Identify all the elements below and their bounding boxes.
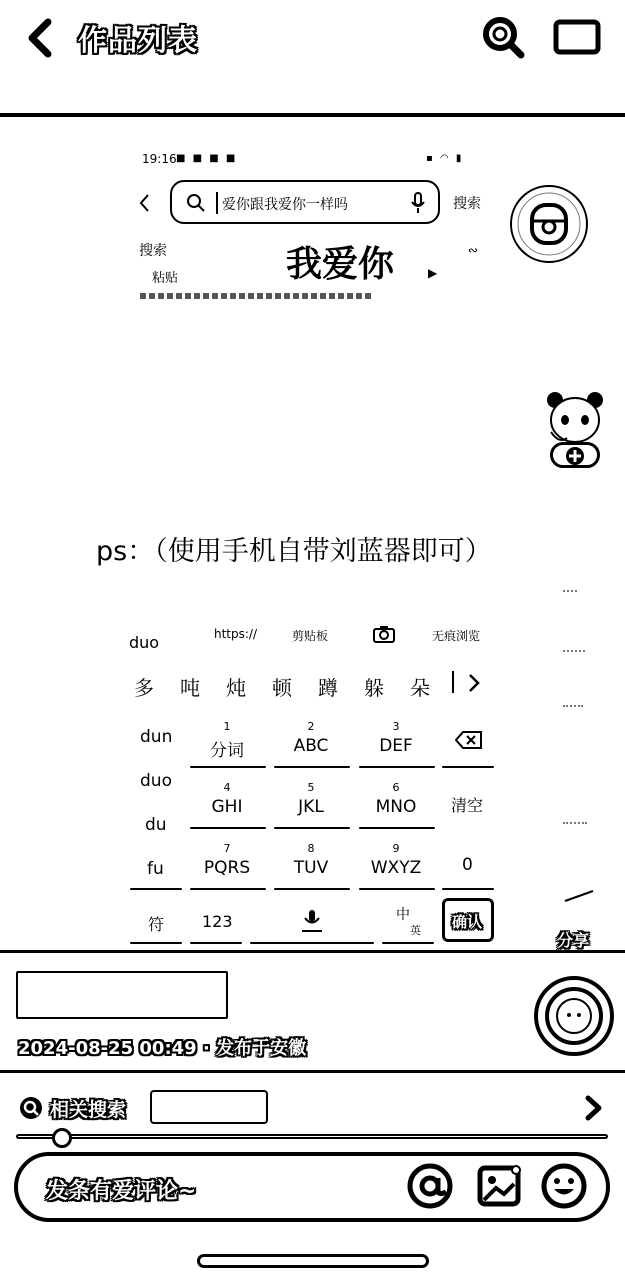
phone-back-icon[interactable]	[136, 192, 154, 214]
number-key[interactable]: 123	[202, 912, 233, 931]
related-search-label: 相关搜索	[50, 1099, 127, 1121]
backspace-icon	[455, 730, 483, 750]
play-icon: ▶	[428, 266, 438, 280]
page-title: 作品列表	[78, 23, 199, 57]
at-icon	[406, 1162, 454, 1210]
status-right-icons: ▪ ◠ ▮	[426, 153, 464, 164]
key-7[interactable]: PQRS	[203, 858, 251, 878]
pinyin-option[interactable]: fu	[147, 859, 164, 879]
key-number: 9	[392, 842, 400, 855]
back-button[interactable]	[22, 16, 62, 60]
video-bottom-divider	[0, 950, 625, 953]
rail-dots	[563, 590, 577, 595]
plus-icon	[565, 446, 585, 466]
key-3[interactable]: DEF	[379, 736, 413, 756]
key-underline	[190, 766, 266, 768]
candidate[interactable]: 朵	[410, 676, 431, 700]
home-indicator[interactable]	[197, 1254, 429, 1268]
mention-button[interactable]	[406, 1162, 454, 1210]
key-number: 1	[223, 720, 231, 733]
key-5[interactable]: JKL	[298, 797, 324, 817]
key-number: 3	[392, 720, 400, 733]
key-9[interactable]: WXYZ	[370, 858, 422, 878]
space-key[interactable]	[298, 908, 326, 934]
rail-dots	[563, 650, 585, 655]
follow-button[interactable]	[550, 442, 600, 468]
key-number: 7	[223, 842, 231, 855]
key-underline	[442, 766, 494, 768]
key-underline	[382, 942, 434, 944]
share-arrow-icon[interactable]	[563, 888, 597, 902]
phone-row-small: 粘贴	[152, 271, 179, 286]
phone-search-submit[interactable]: 搜索	[453, 196, 481, 212]
phone-eye-icon: ∾	[468, 243, 479, 257]
key-6[interactable]: MNO	[375, 797, 417, 817]
key-underline	[359, 888, 435, 890]
video-progress-thumb[interactable]	[52, 1128, 72, 1148]
chevron-left-icon	[22, 16, 62, 60]
panda-icon	[545, 388, 607, 448]
emoji-icon	[540, 1162, 588, 1210]
key-underline	[274, 766, 350, 768]
clear-key[interactable]: 清空	[451, 796, 484, 815]
key-underline	[359, 766, 435, 768]
backspace-key[interactable]	[455, 730, 483, 750]
key-underline	[190, 827, 266, 829]
video-progress-track[interactable]	[16, 1134, 608, 1139]
zero-key[interactable]: 0	[462, 855, 473, 875]
microphone-icon[interactable]	[410, 192, 426, 214]
candidate[interactable]: 多	[134, 676, 155, 700]
key-number: 5	[307, 781, 315, 794]
candidate[interactable]: 蹲	[318, 676, 339, 700]
image-button[interactable]	[476, 1162, 524, 1208]
pinyin-option[interactable]: du	[145, 815, 167, 835]
key-underline	[250, 942, 374, 944]
search-icon	[18, 1095, 44, 1121]
phone-blur-line	[140, 293, 372, 299]
candidate[interactable]: 顿	[272, 676, 293, 700]
chevron-right-icon	[582, 1094, 606, 1122]
phone-search-field[interactable]	[170, 180, 440, 224]
key-1[interactable]: 分词	[210, 741, 244, 761]
related-search-chip[interactable]	[150, 1090, 268, 1124]
key-number: 6	[392, 781, 400, 794]
header-divider	[0, 113, 625, 117]
caption-text: ps：（使用手机自带刘蓝器即可）	[96, 536, 492, 567]
emoji-button[interactable]	[540, 1162, 588, 1210]
phone-search-query: 爱你跟我爱你一样吗	[222, 197, 348, 213]
chevron-right-icon	[466, 672, 482, 694]
key-underline	[274, 888, 350, 890]
key-number: 2	[307, 720, 315, 733]
candidate[interactable]: 吨	[180, 676, 201, 700]
key-underline	[190, 942, 242, 944]
post-divider	[0, 1070, 625, 1073]
comment-placeholder: 发条有爱评论~	[46, 1179, 197, 1204]
symbol-key[interactable]: 符	[148, 915, 165, 934]
float-widget-button[interactable]	[508, 183, 590, 265]
key-4[interactable]: GHI	[211, 797, 243, 817]
post-meta: 2024-08-25 00:49 · 发布于安徽	[18, 1038, 307, 1059]
expand-candidates-button[interactable]	[466, 672, 482, 694]
lang-key-top[interactable]: 中	[396, 907, 410, 923]
camera-icon	[372, 624, 396, 644]
rail-dots	[563, 705, 583, 710]
related-search-more[interactable]	[582, 1094, 606, 1122]
author-avatar[interactable]	[545, 388, 607, 448]
key-underline	[274, 827, 350, 829]
search-button[interactable]	[480, 14, 526, 60]
bowl-icon	[508, 183, 590, 265]
phone-row-prefix: 搜索	[139, 243, 167, 259]
key-underline	[130, 888, 182, 890]
key-underline	[359, 827, 435, 829]
key-underline	[442, 888, 494, 890]
tv-button[interactable]	[552, 16, 602, 58]
related-search-icon	[18, 1095, 44, 1121]
key-8[interactable]: TUV	[293, 858, 329, 878]
rail-dots	[563, 822, 587, 827]
typed-pinyin: duo	[129, 633, 160, 652]
kb-toolbar-incognito[interactable]: 无痕浏览	[432, 629, 481, 643]
candidate-separator	[452, 671, 454, 693]
kb-toolbar-camera[interactable]	[372, 624, 396, 644]
microphone-icon	[298, 908, 326, 934]
confirm-key-label: 确认	[452, 913, 483, 931]
search-icon	[186, 193, 206, 213]
candidate[interactable]: 躲	[364, 676, 385, 700]
lang-key-bottom[interactable]: 英	[410, 924, 421, 937]
kb-toolbar-https[interactable]: https://	[214, 627, 258, 641]
key-underline	[130, 942, 182, 944]
pinyin-option[interactable]: dun	[140, 727, 173, 747]
tv-icon	[552, 16, 602, 58]
author-name-box[interactable]	[16, 971, 228, 1019]
status-icons: ■ ■ ■ ■	[176, 153, 238, 164]
search-icon	[480, 14, 526, 60]
key-2[interactable]: ABC	[293, 736, 329, 756]
status-time: 19:16	[142, 152, 177, 166]
confirm-key[interactable]	[442, 898, 494, 942]
music-disc-button[interactable]	[533, 975, 615, 1057]
share-label[interactable]: 分享	[557, 931, 590, 950]
key-number: 8	[307, 842, 315, 855]
text-cursor	[216, 192, 218, 214]
music-disc-icon	[533, 975, 615, 1057]
image-icon	[476, 1162, 524, 1208]
pinyin-option[interactable]: duo	[140, 771, 172, 791]
key-underline	[190, 888, 266, 890]
kb-toolbar-clipboard[interactable]: 剪贴板	[292, 629, 329, 643]
key-number: 4	[223, 781, 231, 794]
overlay-text: 我爱你	[286, 244, 395, 285]
candidate[interactable]: 炖	[226, 676, 247, 700]
